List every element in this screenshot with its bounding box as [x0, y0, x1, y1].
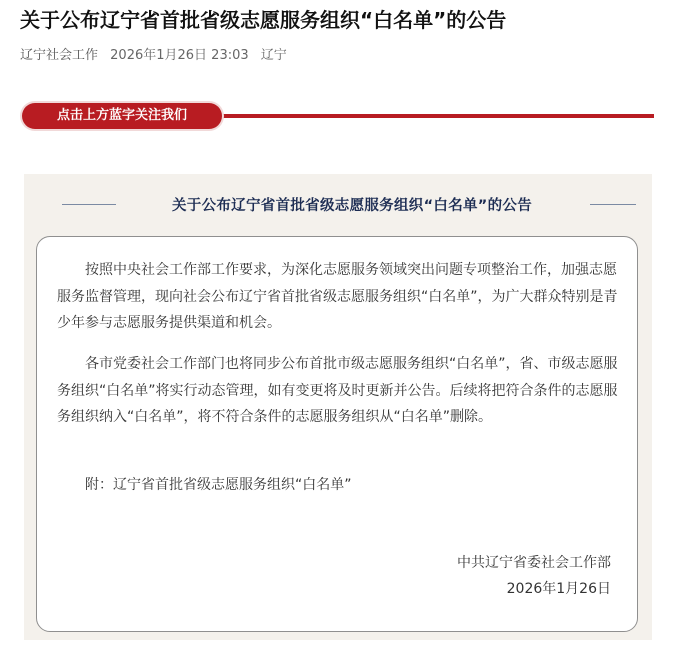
article-location: 辽宁 — [260, 48, 287, 63]
header-left-rule — [62, 204, 116, 205]
notice-paragraph-1: 按照中央社会工作部工作要求，为深化志愿服务领域突出问题专项整治工作，加强志愿服务监督管理，现向社会公布辽宁省首批省级志愿服务组织“白名单”，为广大群众特别是青少年参与志愿服务提供渠道和机会。 — [57, 262, 618, 331]
header-right-rule — [590, 204, 636, 205]
notice-paragraph-2: 各市党委社会工作部门也将同步公布首批市级志愿服务组织“白名单”，省、市级志愿服务组织“白名单”将实行动态管理，如有变更将及时更新并公告。后续将把符合条件的志愿服务组织纳入“白名单”，将不符合条件的志愿服务组织从“白名单”删除。 — [57, 356, 618, 425]
banner-divider-line — [202, 114, 654, 118]
notice-attachment-line: 附：辽宁省首批省级志愿服务组织“白名单” — [85, 477, 352, 493]
article-source-link[interactable]: 辽宁社会工作 — [20, 48, 99, 63]
follow-banner[interactable] — [22, 103, 654, 129]
signature-date: 2026年1月26日 — [506, 581, 611, 597]
follow-button[interactable]: 点击上方蓝字关注我们 — [22, 103, 222, 129]
notice-header — [24, 190, 652, 218]
notice-card — [24, 174, 652, 640]
signature-organization: 中共辽宁省委社会工作部 — [457, 555, 611, 571]
notice-heading: 关于公布辽宁省首批省级志愿服务组织“白名单”的公告 — [171, 198, 533, 214]
article-title: 关于公布辽宁省首批省级志愿服务组织“白名单”的公告 — [20, 8, 507, 32]
notice-body-box — [36, 236, 638, 632]
article-datetime: 2026年1月26日 23:03 — [110, 48, 249, 63]
article-meta — [20, 44, 295, 63]
